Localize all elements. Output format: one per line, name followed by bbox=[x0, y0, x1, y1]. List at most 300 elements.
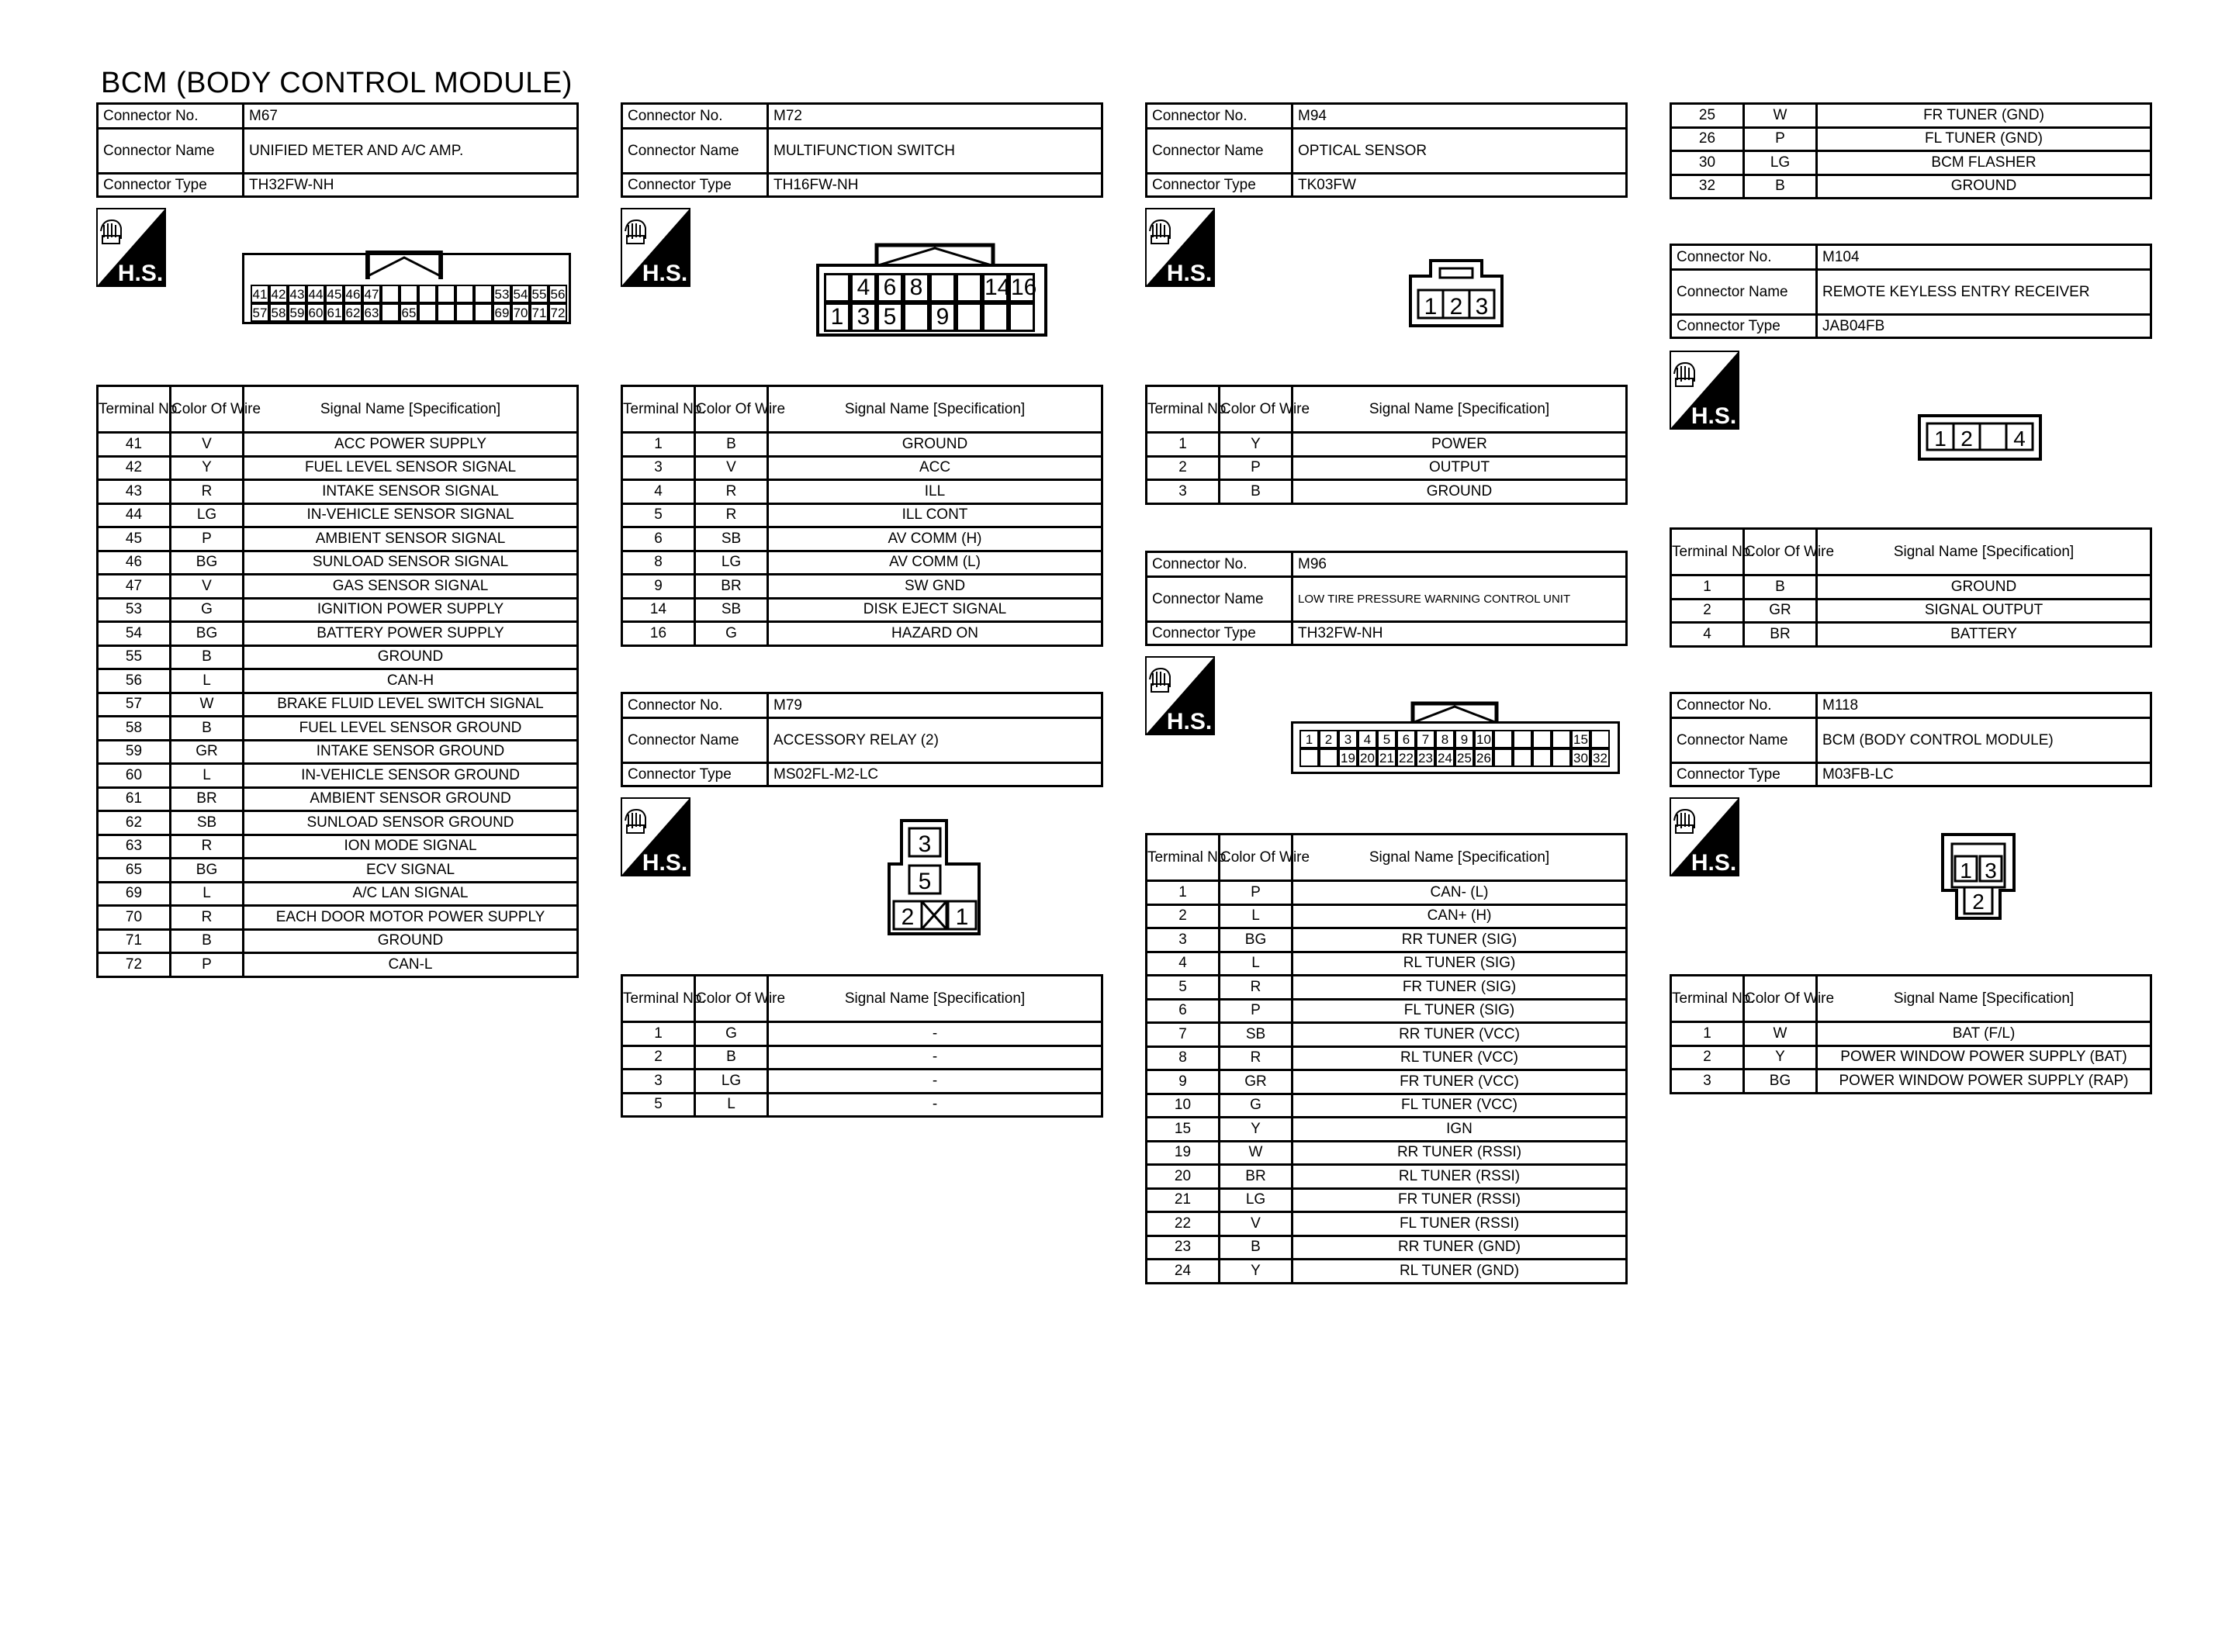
terminal-cell: 2 bbox=[1671, 599, 1744, 623]
connector-pin bbox=[956, 273, 982, 302]
connector-type-value: MS02FL-M2-LC bbox=[768, 763, 1102, 786]
connector-pin bbox=[1532, 730, 1552, 748]
hs-harness-side-icon bbox=[621, 208, 690, 287]
signal-name-cell: ECV SIGNAL bbox=[244, 859, 578, 883]
table-row bbox=[622, 456, 1102, 480]
signal-name-cell: DISK EJECT SIGNAL bbox=[768, 598, 1102, 622]
pin-3: 3 bbox=[1985, 859, 1997, 883]
connector-no-value: M104 bbox=[1817, 245, 2151, 270]
wire-color-cell: B bbox=[171, 645, 244, 669]
wire-color-cell: L bbox=[1220, 952, 1293, 976]
connector-pin bbox=[1009, 302, 1035, 332]
wire-color-cell: W bbox=[1220, 1141, 1293, 1165]
connector-pin: 16 bbox=[1009, 273, 1035, 302]
table-row bbox=[622, 575, 1102, 599]
table-row bbox=[98, 740, 578, 764]
table-row bbox=[622, 1022, 1102, 1046]
signal-table-m96-continued bbox=[1670, 102, 2152, 199]
header-signal: Signal Name [Specification] bbox=[1293, 386, 1627, 433]
wire-color-cell: W bbox=[171, 693, 244, 717]
signal-name-cell: OUTPUT bbox=[1293, 456, 1627, 480]
connector-pin: 20 bbox=[1358, 748, 1377, 767]
connector-pin: 32 bbox=[1590, 748, 1610, 767]
connector-pin bbox=[903, 302, 929, 332]
hs-label: H.S. bbox=[642, 850, 688, 876]
connector-pin bbox=[455, 303, 474, 322]
wire-color-cell: P bbox=[171, 527, 244, 551]
wire-color-cell: R bbox=[695, 503, 768, 527]
connector-no-value: M67 bbox=[244, 104, 578, 129]
terminal-cell: 71 bbox=[98, 929, 171, 953]
header-color: Color Of Wire bbox=[1220, 386, 1293, 433]
signal-name-cell: POWER WINDOW POWER SUPPLY (BAT) bbox=[1817, 1045, 2151, 1070]
connector-name-label: Connector Name bbox=[1671, 270, 1817, 315]
connector-pin bbox=[437, 285, 455, 303]
signal-name-cell: CAN- (L) bbox=[1293, 881, 1627, 905]
header-signal: Signal Name [Specification] bbox=[244, 386, 578, 433]
signal-name-cell: FR TUNER (GND) bbox=[1817, 104, 2151, 128]
connector-pin bbox=[1493, 730, 1513, 748]
connector-latch bbox=[877, 244, 993, 267]
signal-name-cell: GROUND bbox=[1817, 575, 2151, 600]
terminal-cell: 53 bbox=[98, 598, 171, 622]
table-row bbox=[98, 811, 578, 835]
signal-name-cell: RR TUNER (VCC) bbox=[1293, 1023, 1627, 1047]
connector-pin: 10 bbox=[1474, 730, 1493, 748]
connector-name-label: Connector Name bbox=[1147, 577, 1293, 622]
connector-pin: 3 bbox=[850, 302, 877, 332]
table-row bbox=[1671, 1070, 2151, 1094]
signal-name-cell: FUEL LEVEL SENSOR GROUND bbox=[244, 717, 578, 741]
table-row bbox=[1671, 151, 2151, 175]
terminal-cell: 45 bbox=[98, 527, 171, 551]
table-row bbox=[98, 456, 578, 480]
table-row bbox=[98, 693, 578, 717]
terminal-cell: 5 bbox=[622, 503, 695, 527]
signal-name-cell: RL TUNER (VCC) bbox=[1293, 1046, 1627, 1070]
signal-name-cell: FL TUNER (SIG) bbox=[1293, 999, 1627, 1023]
terminal-cell: 26 bbox=[1671, 127, 1744, 151]
connector-name-label: Connector Name bbox=[622, 129, 768, 174]
connector-pin: 25 bbox=[1455, 748, 1474, 767]
connector-pin: 23 bbox=[1416, 748, 1435, 767]
terminal-cell: 3 bbox=[1671, 1070, 1744, 1094]
terminal-cell: 47 bbox=[98, 575, 171, 599]
connector-pin: 57 bbox=[251, 303, 269, 322]
table-row bbox=[1147, 976, 1627, 1000]
connector-pin: 60 bbox=[306, 303, 325, 322]
signal-name-cell: IGNITION POWER SUPPLY bbox=[244, 598, 578, 622]
signal-name-cell: RL TUNER (SIG) bbox=[1293, 952, 1627, 976]
wire-color-cell: L bbox=[695, 1093, 768, 1117]
wire-color-cell: BG bbox=[171, 622, 244, 646]
signal-name-cell: AMBIENT SENSOR GROUND bbox=[244, 787, 578, 811]
connector-pin: 72 bbox=[549, 303, 567, 322]
hs-harness-side-icon bbox=[1670, 797, 1739, 876]
terminal-cell: 58 bbox=[98, 717, 171, 741]
pin-row bbox=[824, 302, 1035, 332]
signal-name-cell: INTAKE SENSOR GROUND bbox=[244, 740, 578, 764]
wire-color-cell: R bbox=[1220, 976, 1293, 1000]
table-row bbox=[1671, 1045, 2151, 1070]
signal-name-cell: - bbox=[768, 1022, 1102, 1046]
pin-grid bbox=[251, 285, 567, 322]
header-terminal: Terminal No. bbox=[1671, 529, 1744, 575]
signal-name-cell: FUEL LEVEL SENSOR SIGNAL bbox=[244, 456, 578, 480]
table-row bbox=[98, 527, 578, 551]
connector-pin bbox=[956, 302, 982, 332]
table-row bbox=[98, 835, 578, 859]
connector-pin: 55 bbox=[530, 285, 549, 303]
wire-color-cell: G bbox=[695, 622, 768, 646]
terminal-cell: 1 bbox=[622, 1022, 695, 1046]
terminal-cell: 54 bbox=[98, 622, 171, 646]
terminal-cell: 2 bbox=[1147, 904, 1220, 928]
header-color: Color Of Wire bbox=[1744, 529, 1817, 575]
wire-color-cell: R bbox=[1220, 1046, 1293, 1070]
wire-color-cell: L bbox=[171, 764, 244, 788]
connector-pin: 42 bbox=[269, 285, 288, 303]
connector-pin: 6 bbox=[877, 273, 903, 302]
pin-3: 3 bbox=[1475, 294, 1489, 320]
hs-harness-side-icon bbox=[621, 797, 690, 876]
table-row bbox=[1671, 623, 2151, 647]
wire-color-cell: G bbox=[1220, 1094, 1293, 1118]
connector-pin bbox=[1552, 748, 1571, 767]
wire-color-cell: GR bbox=[171, 740, 244, 764]
pin-2: 2 bbox=[1449, 294, 1463, 320]
connector-pin: 1 bbox=[824, 302, 850, 332]
signal-name-cell: FR TUNER (RSSI) bbox=[1293, 1188, 1627, 1212]
connector-no-label: Connector No. bbox=[98, 104, 244, 129]
connector-pin: 43 bbox=[288, 285, 306, 303]
connector-pin bbox=[929, 273, 956, 302]
connector-pin: 62 bbox=[344, 303, 362, 322]
table-row bbox=[1147, 1070, 1627, 1094]
signal-name-cell: RR TUNER (GND) bbox=[1293, 1236, 1627, 1260]
table-row bbox=[622, 433, 1102, 457]
wire-color-cell: R bbox=[171, 480, 244, 504]
pin-1: 1 bbox=[1934, 427, 1947, 451]
signal-name-cell: GROUND bbox=[244, 645, 578, 669]
wire-color-cell: LG bbox=[695, 1070, 768, 1094]
wire-color-cell: Y bbox=[1744, 1045, 1817, 1070]
terminal-cell: 42 bbox=[98, 456, 171, 480]
signal-table-m118 bbox=[1670, 974, 2152, 1094]
wire-color-cell: SB bbox=[1220, 1023, 1293, 1047]
connector-pin bbox=[455, 285, 474, 303]
wire-color-cell: LG bbox=[1744, 151, 1817, 175]
wire-color-cell: BG bbox=[171, 551, 244, 575]
table-row bbox=[622, 551, 1102, 575]
connector-pin: 65 bbox=[400, 303, 418, 322]
signal-name-cell: CAN+ (H) bbox=[1293, 904, 1627, 928]
signal-name-cell: FR TUNER (VCC) bbox=[1293, 1070, 1627, 1094]
connector-pin bbox=[982, 302, 1009, 332]
wire-color-cell: GR bbox=[1744, 599, 1817, 623]
signal-name-cell: FL TUNER (GND) bbox=[1817, 127, 2151, 151]
table-row bbox=[98, 717, 578, 741]
pin-1: 1 bbox=[1424, 294, 1438, 320]
terminal-cell: 4 bbox=[1147, 952, 1220, 976]
pin-row bbox=[251, 303, 567, 322]
connector-pin bbox=[1513, 748, 1532, 767]
signal-name-cell: ACC bbox=[768, 456, 1102, 480]
terminal-cell: 23 bbox=[1147, 1236, 1220, 1260]
signal-table-m94 bbox=[1145, 385, 1628, 505]
connector-pin bbox=[1493, 748, 1513, 767]
signal-name-cell: GROUND bbox=[768, 433, 1102, 457]
table-row bbox=[98, 882, 578, 906]
table-row bbox=[98, 906, 578, 930]
terminal-cell: 46 bbox=[98, 551, 171, 575]
wire-color-cell: LG bbox=[695, 551, 768, 575]
connector-pin: 7 bbox=[1416, 730, 1435, 748]
connector-pin: 24 bbox=[1435, 748, 1455, 767]
terminal-cell: 9 bbox=[1147, 1070, 1220, 1094]
header-terminal: Terminal No. bbox=[1671, 976, 1744, 1022]
wire-color-cell: G bbox=[695, 1022, 768, 1046]
pin-row bbox=[1299, 730, 1610, 748]
terminal-cell: 72 bbox=[98, 953, 171, 977]
table-row bbox=[1147, 1188, 1627, 1212]
connector-pin: 14 bbox=[982, 273, 1009, 302]
wire-color-cell: B bbox=[1220, 1236, 1293, 1260]
hs-label: H.S. bbox=[1690, 403, 1737, 429]
signal-name-cell: EACH DOOR MOTOR POWER SUPPLY bbox=[244, 906, 578, 930]
connector-pin: 21 bbox=[1377, 748, 1396, 767]
table-row bbox=[98, 953, 578, 977]
terminal-cell: 8 bbox=[622, 551, 695, 575]
table-row bbox=[1147, 928, 1627, 952]
terminal-cell: 44 bbox=[98, 503, 171, 527]
terminal-cell: 57 bbox=[98, 693, 171, 717]
connector-type-value: TH32FW-NH bbox=[1293, 622, 1627, 645]
terminal-cell: 3 bbox=[1147, 480, 1220, 504]
signal-table-m104 bbox=[1670, 527, 2152, 648]
table-row bbox=[98, 575, 578, 599]
connector-no-label: Connector No. bbox=[1671, 245, 1817, 270]
signal-table-m67 bbox=[96, 385, 579, 978]
signal-name-cell: BATTERY bbox=[1817, 623, 2151, 647]
wire-color-cell: Y bbox=[171, 456, 244, 480]
connector-pin: 9 bbox=[929, 302, 956, 332]
connector-pin: 30 bbox=[1571, 748, 1590, 767]
signal-name-cell: CAN-L bbox=[244, 953, 578, 977]
connector-pin: 2 bbox=[1319, 730, 1338, 748]
hs-label: H.S. bbox=[642, 261, 688, 286]
table-row bbox=[1147, 952, 1627, 976]
connector-pin: 9 bbox=[1455, 730, 1474, 748]
connector-face-m118 bbox=[1941, 833, 2016, 920]
table-row bbox=[98, 433, 578, 457]
terminal-cell: 41 bbox=[98, 433, 171, 457]
connector-face-m72 bbox=[816, 264, 1047, 337]
wire-color-cell: R bbox=[695, 480, 768, 504]
connector-info-m67 bbox=[96, 102, 579, 198]
connector-pin: 8 bbox=[903, 273, 929, 302]
connector-pin: 22 bbox=[1396, 748, 1416, 767]
header-color: Color Of Wire bbox=[695, 386, 768, 433]
signal-name-cell: ACC POWER SUPPLY bbox=[244, 433, 578, 457]
connector-pin: 61 bbox=[325, 303, 344, 322]
terminal-cell: 9 bbox=[622, 575, 695, 599]
signal-name-cell: ILL bbox=[768, 480, 1102, 504]
connector-pin: 46 bbox=[344, 285, 362, 303]
terminal-cell: 1 bbox=[1671, 575, 1744, 600]
terminal-cell: 3 bbox=[1147, 928, 1220, 952]
table-row bbox=[98, 598, 578, 622]
terminal-cell: 62 bbox=[98, 811, 171, 835]
pin-2: 2 bbox=[901, 904, 915, 930]
table-row bbox=[98, 929, 578, 953]
signal-name-cell: FL TUNER (RSSI) bbox=[1293, 1212, 1627, 1236]
connector-name-value: LOW TIRE PRESSURE WARNING CONTROL UNIT bbox=[1293, 577, 1627, 622]
wire-color-cell: P bbox=[1744, 127, 1817, 151]
pin-2: 2 bbox=[1960, 427, 1973, 451]
wire-color-cell: BR bbox=[1220, 1165, 1293, 1189]
signal-name-cell: ILL CONT bbox=[768, 503, 1102, 527]
wire-color-cell: B bbox=[171, 929, 244, 953]
connector-pin bbox=[1319, 748, 1338, 767]
connector-type-label: Connector Type bbox=[1147, 174, 1293, 197]
header-signal: Signal Name [Specification] bbox=[1817, 529, 2151, 575]
table-row bbox=[622, 1070, 1102, 1094]
wire-color-cell: BG bbox=[171, 859, 244, 883]
terminal-cell: 4 bbox=[622, 480, 695, 504]
terminal-cell: 61 bbox=[98, 787, 171, 811]
connector-pin bbox=[1552, 730, 1571, 748]
terminal-cell: 2 bbox=[1147, 456, 1220, 480]
connector-latch bbox=[365, 253, 443, 279]
hs-harness-side-icon bbox=[96, 208, 166, 287]
wire-color-cell: SB bbox=[695, 598, 768, 622]
connector-name-value: REMOTE KEYLESS ENTRY RECEIVER bbox=[1817, 270, 2151, 315]
table-row bbox=[98, 669, 578, 693]
header-signal: Signal Name [Specification] bbox=[768, 976, 1102, 1022]
table-row bbox=[1147, 433, 1627, 457]
connector-pin bbox=[1513, 730, 1532, 748]
connector-info-m72 bbox=[621, 102, 1103, 198]
table-row bbox=[1147, 456, 1627, 480]
wire-color-cell: R bbox=[171, 835, 244, 859]
terminal-cell: 65 bbox=[98, 859, 171, 883]
wire-color-cell: GR bbox=[1220, 1070, 1293, 1094]
connector-pin bbox=[381, 285, 400, 303]
connector-no-value: M72 bbox=[768, 104, 1102, 129]
signal-name-cell: SUNLOAD SENSOR GROUND bbox=[244, 811, 578, 835]
terminal-cell: 10 bbox=[1147, 1094, 1220, 1118]
wire-color-cell: W bbox=[1744, 1022, 1817, 1046]
signal-name-cell: - bbox=[768, 1045, 1102, 1070]
wire-color-cell: L bbox=[171, 882, 244, 906]
terminal-cell: 25 bbox=[1671, 104, 1744, 128]
signal-name-cell: - bbox=[768, 1093, 1102, 1117]
hs-label: H.S. bbox=[1166, 261, 1213, 286]
terminal-cell: 1 bbox=[1671, 1022, 1744, 1046]
wire-color-cell: W bbox=[1744, 104, 1817, 128]
signal-name-cell: RR TUNER (RSSI) bbox=[1293, 1141, 1627, 1165]
table-row bbox=[1147, 1023, 1627, 1047]
connector-pin bbox=[418, 303, 437, 322]
connector-name-label: Connector Name bbox=[1671, 718, 1817, 763]
connector-pin: 59 bbox=[288, 303, 306, 322]
connector-name-label: Connector Name bbox=[98, 129, 244, 174]
pin-1: 1 bbox=[1960, 859, 1972, 883]
signal-name-cell: POWER bbox=[1293, 433, 1627, 457]
signal-name-cell: AV COMM (L) bbox=[768, 551, 1102, 575]
signal-name-cell: FR TUNER (SIG) bbox=[1293, 976, 1627, 1000]
table-row bbox=[98, 622, 578, 646]
wire-color-cell: Y bbox=[1220, 1260, 1293, 1284]
connector-latch bbox=[1413, 702, 1497, 724]
connector-face-m104 bbox=[1918, 414, 2042, 461]
signal-name-cell: SW GND bbox=[768, 575, 1102, 599]
connector-pin bbox=[474, 303, 493, 322]
signal-name-cell: BCM FLASHER bbox=[1817, 151, 2151, 175]
connector-pin bbox=[437, 303, 455, 322]
signal-name-cell: HAZARD ON bbox=[768, 622, 1102, 646]
connector-face-m96 bbox=[1291, 721, 1620, 774]
hs-label: H.S. bbox=[1166, 709, 1213, 734]
connector-pin: 69 bbox=[493, 303, 511, 322]
wire-color-cell: SB bbox=[171, 811, 244, 835]
wire-color-cell: BR bbox=[171, 787, 244, 811]
header-terminal: Terminal No. bbox=[622, 386, 695, 433]
terminal-cell: 24 bbox=[1147, 1260, 1220, 1284]
signal-name-cell: IN-VEHICLE SENSOR GROUND bbox=[244, 764, 578, 788]
connector-pin: 41 bbox=[251, 285, 269, 303]
pin-row bbox=[824, 273, 1035, 302]
signal-name-cell: POWER WINDOW POWER SUPPLY (RAP) bbox=[1817, 1070, 2151, 1094]
connector-name-value: UNIFIED METER AND A/C AMP. bbox=[244, 129, 578, 174]
connector-pin: 19 bbox=[1338, 748, 1358, 767]
terminal-cell: 59 bbox=[98, 740, 171, 764]
table-row bbox=[622, 1045, 1102, 1070]
header-signal: Signal Name [Specification] bbox=[768, 386, 1102, 433]
connector-pin: 44 bbox=[306, 285, 325, 303]
connector-pin: 45 bbox=[325, 285, 344, 303]
pin-grid bbox=[824, 273, 1035, 332]
pin-4: 4 bbox=[2013, 427, 2026, 451]
table-row bbox=[98, 645, 578, 669]
connector-pin bbox=[474, 285, 493, 303]
table-row bbox=[98, 503, 578, 527]
terminal-cell: 32 bbox=[1671, 175, 1744, 199]
connector-pin: 8 bbox=[1435, 730, 1455, 748]
connector-pin bbox=[1299, 748, 1319, 767]
connector-info-m79 bbox=[621, 692, 1103, 787]
terminal-cell: 1 bbox=[622, 433, 695, 457]
connector-face-m67 bbox=[242, 253, 571, 324]
signal-name-cell: SUNLOAD SENSOR SIGNAL bbox=[244, 551, 578, 575]
connector-no-value: M118 bbox=[1817, 693, 2151, 718]
signal-name-cell: GAS SENSOR SIGNAL bbox=[244, 575, 578, 599]
pin-2: 2 bbox=[1972, 890, 1985, 914]
connector-no-label: Connector No. bbox=[1147, 552, 1293, 577]
connector-pin: 4 bbox=[850, 273, 877, 302]
terminal-cell: 16 bbox=[622, 622, 695, 646]
page-title: BCM (BODY CONTROL MODULE) bbox=[101, 67, 573, 99]
connector-face-m94 bbox=[1409, 259, 1504, 327]
signal-name-cell: A/C LAN SIGNAL bbox=[244, 882, 578, 906]
table-row bbox=[98, 480, 578, 504]
table-row bbox=[1671, 1022, 2151, 1046]
connector-face-m79 bbox=[886, 819, 982, 935]
wire-color-cell: V bbox=[1220, 1212, 1293, 1236]
wire-color-cell: P bbox=[1220, 999, 1293, 1023]
connector-type-label: Connector Type bbox=[622, 174, 768, 197]
